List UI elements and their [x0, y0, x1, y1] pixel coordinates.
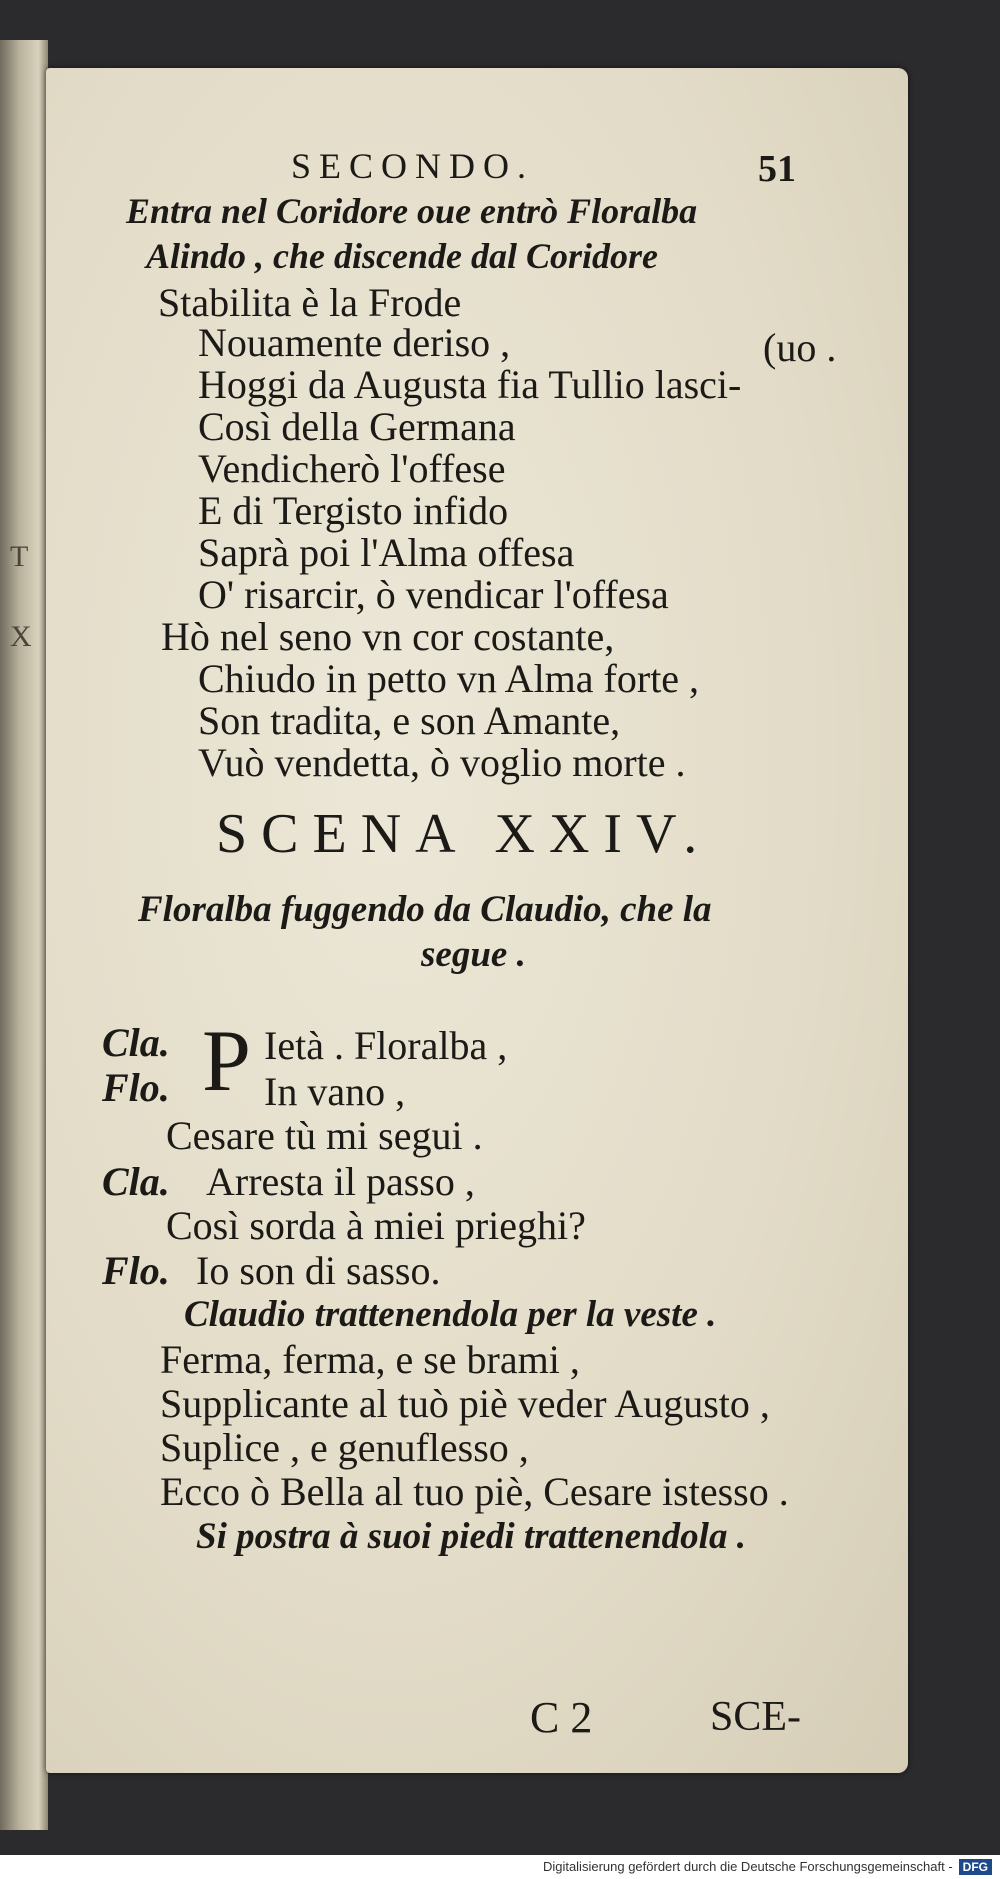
dialogue-line: Supplicante al tuò piè veder Augusto , [160, 1381, 770, 1426]
verse-line: Hò nel seno vn cor costante, [161, 614, 615, 659]
running-head: SECONDO. [291, 146, 535, 186]
speaker-label: Cla. [102, 1020, 170, 1065]
stage-direction: Si postra à suoi piedi trattenendola . [196, 1516, 746, 1557]
scene-direction: Floralba fuggendo da Claudio, che la [138, 889, 712, 930]
stage-direction: Alindo , che discende dal Coridore [146, 236, 658, 276]
book-page [46, 68, 908, 1773]
spine-mark: T [10, 540, 29, 573]
dialogue-line: Ietà . Floralba , [264, 1023, 508, 1068]
dialogue-line: Ferma, ferma, e se brami , [160, 1337, 580, 1382]
verse-line: Nouamente deriso , [198, 320, 511, 365]
dialogue-line: Così sorda à miei prieghi? [166, 1203, 586, 1248]
signature-mark: C 2 [530, 1693, 593, 1742]
digitization-footer [0, 1855, 1000, 1879]
verse-line: Hoggi da Augusta fia Tullio lasci- [198, 362, 742, 407]
folio: 51 [758, 148, 796, 190]
verse-line: O' risarcir, ò vendicar l'offesa [198, 572, 669, 617]
verse-turnover: (uo . [763, 325, 837, 370]
dialogue-line: Arresta il passo , [206, 1159, 475, 1204]
dialogue-line: Cesare tù mi segui . [166, 1113, 483, 1158]
dialogue-line: In vano , [264, 1069, 406, 1114]
book-spine [0, 40, 48, 1830]
dialogue-line: Ecco ò Bella al tuo piè, Cesare istesso . [160, 1469, 789, 1514]
dfg-logo: DFG [959, 1859, 992, 1875]
dialogue-line: Suplice , e genuflesso , [160, 1425, 529, 1470]
dialogue-line: Io son di sasso. [196, 1248, 441, 1293]
scene-title: SCENA XXIV. [216, 803, 712, 865]
verse-line: Saprà poi l'Alma offesa [198, 530, 575, 575]
verse-line: Così della Germana [198, 404, 516, 449]
stage-direction: Entra nel Coridore oue entrò Floralba [126, 191, 698, 231]
scene-direction: segue . [421, 934, 526, 975]
verse-line: Vendicherò l'offese [198, 446, 506, 491]
stage-direction: Claudio trattenendola per la veste . [184, 1294, 717, 1335]
speaker-label: Flo. [102, 1065, 170, 1110]
verse-line: Stabilita è la Frode [158, 280, 462, 325]
spine-mark: X [10, 620, 32, 653]
verse-line: Son tradita, e son Amante, [198, 698, 621, 743]
catchword: SCE- [710, 1694, 802, 1740]
verse-line: E di Tergisto infido [198, 488, 509, 533]
speaker-label: Cla. [102, 1159, 170, 1204]
verse-line: Vuò vendetta, ò voglio morte . [198, 740, 686, 785]
footer-text: Digitalisierung gefördert durch die Deutsche Forschungsgemeinschaft - [542, 1859, 953, 1874]
speaker-label: Flo. [102, 1248, 170, 1293]
drop-initial: P [202, 1013, 251, 1110]
verse-line: Chiudo in petto vn Alma forte , [198, 656, 700, 701]
